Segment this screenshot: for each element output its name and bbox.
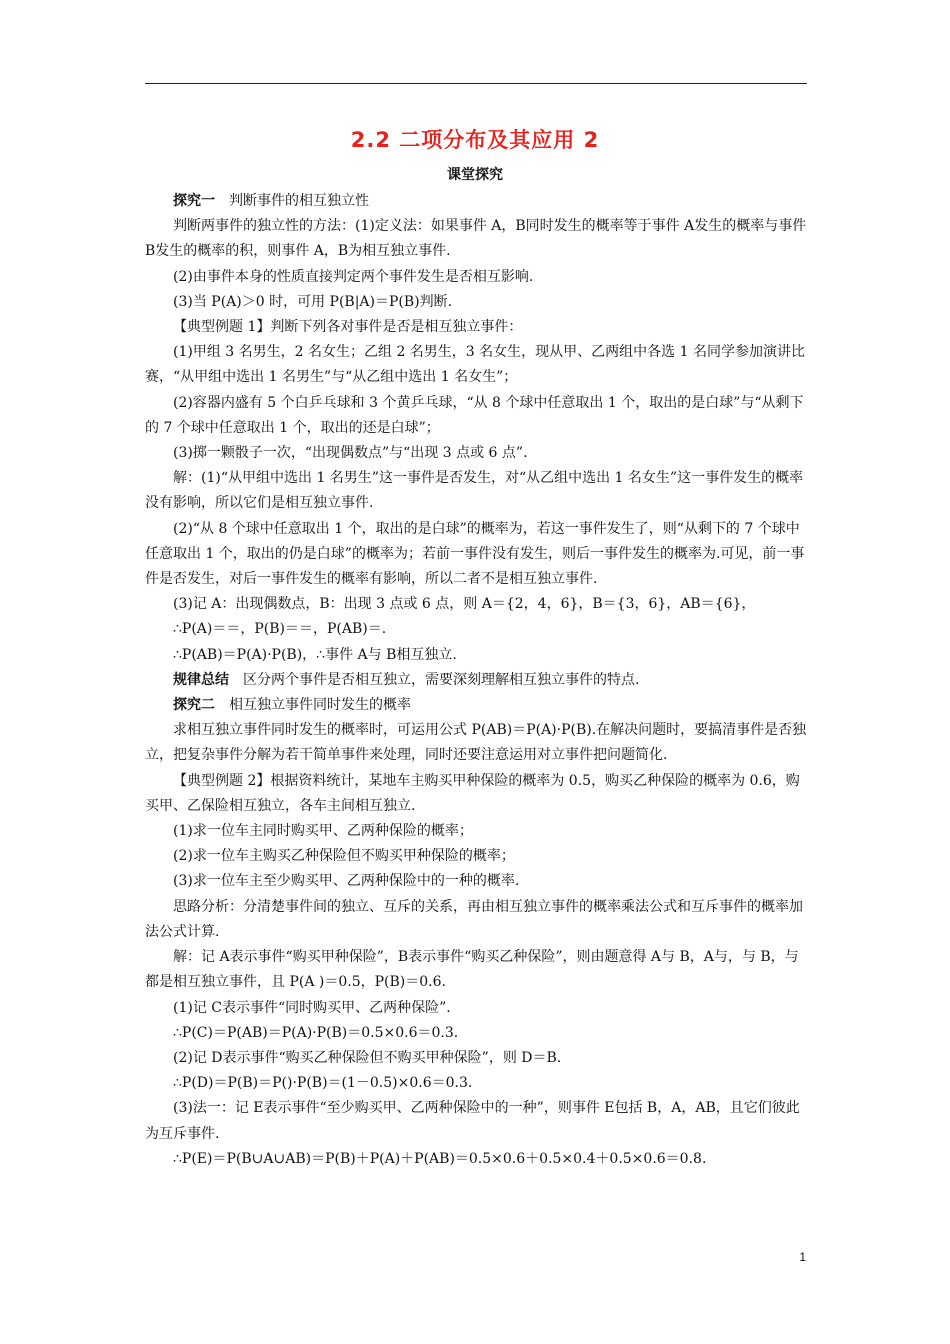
paragraph: (3)求一位车主至少购买甲、乙两种保险中的一种的概率. [173, 873, 520, 890]
paragraph: 求相互独立事件同时发生的概率时，可运用公式 P(AB)＝P(A)·P(B).在解决问题时，要搞清事件是否独立，把复杂事件分解为若干简单事件来处理，同时还要注意运用对立事件把问题简化. [145, 722, 807, 764]
paragraph: 解：(1)“从甲组中选出 1 名男生”这一事件是否发生，对“从乙组中选出 1 名女生”这一事件发生的概率没有影响，所以它们是相互独立事件. [145, 470, 804, 512]
example2-heading: 【典型例题 2】根据资料统计，某地车主购买甲种保险的概率为 0.5，购买乙种保险的概率为 0.6，购买甲、乙保险相互独立，各车主间相互独立. [145, 772, 800, 814]
formula-line: ∴P(E)＝P(B∪A∪AB)＝P(B)＋P(A)＋P(AB)＝0.5×0.6＋0.5×0.4＋0.5×0.6＝0.8. [173, 1150, 707, 1167]
summary-line [145, 668, 807, 693]
explore2-title: 相互独立事件同时发生的概率 [215, 697, 411, 714]
explore1-label: 探究一 [173, 193, 215, 209]
header-rule [145, 83, 807, 84]
paragraph: (3)当 P(A)＞0 时，可用 P(B|A)＝P(B)判断. [173, 293, 453, 310]
paragraph: (2)求一位车主购买乙种保险但不购买甲种保险的概率； [173, 848, 515, 865]
paragraph: 判断两事件的独立性的方法：(1)定义法：如果事件 A，B同时发生的概率等于事件 A发生的概率与事件 B发生的概率的积，则事件 A，B为相互独立事件. [145, 218, 811, 260]
summary-text: 区分两个事件是否相互独立，需要深刻理解相互独立事件的特点. [229, 671, 640, 688]
paragraph: (3)法一：记 E表示事件“至少购买甲、乙两种保险中的一种”，则事件 E包括 B，A，AB，且它们彼此为互斥事件. [145, 1100, 800, 1142]
paragraph: (2)记 D表示事件“购买乙种保险但不购买甲种保险”，则 D＝B. [173, 1049, 562, 1066]
formula-line: ∴P(AB)＝P(A)·P(B)，∴事件 A与 B相互独立. [173, 646, 457, 663]
explore1-title: 判断事件的相互独立性 [215, 193, 369, 209]
summary-label: 规律总结 [173, 671, 229, 688]
explore2-label: 探究二 [173, 697, 215, 714]
paragraph: (2)由事件本身的性质直接判定两个事件发生是否相互影响. [173, 268, 534, 285]
formula-line: ∴P(A)＝＝，P(B)＝＝，P(AB)＝. [173, 621, 387, 638]
section-heading: 课堂探究 [447, 167, 503, 183]
paragraph: (3)记 A：出现偶数点，B：出现 3 点或 6 点，则 A＝{2，4，6}，B＝{3，6}，AB＝{6}， [173, 596, 756, 613]
paragraph: (3)掷一颗骰子一次，“出现偶数点”与“出现 3 点或 6 点”. [173, 445, 528, 462]
formula-line: ∴P(C)＝P(AB)＝P(A)·P(B)＝0.5×0.6＝0.3. [173, 1024, 459, 1041]
paragraph: (2)“从 8 个球中任意取出 1 个，取出的是白球”的概率为，若这一事件发生了，则“从剩下的 7 个球中任意取出 1 个，取出的仍是白球”的概率为；若前一事件没有发生，则后一事件发生的概率为.可见，前一事件是否发生，对后一事件发生的概率有影响，所以二者不是相互独立事件. [145, 520, 805, 588]
document-body [145, 189, 811, 1172]
paragraph: (1)记 C表示事件“同时购买甲、乙两种保险”. [173, 999, 451, 1016]
paragraph: (1)甲组 3 名男生，2 名女生；乙组 2 名男生，3 名女生，现从甲、乙两组中各选 1 名同学参加演讲比赛，“从甲组中选出 1 名男生”与“从乙组中选出 1 名女生”； [145, 344, 805, 386]
page-number: 1 [799, 1250, 806, 1264]
paragraph: 解：记 A表示事件“购买甲种保险”，B表示事件“购买乙种保险”，则由题意得 A与 B，A与，与 B，与都是相互独立事件，且 P(A )＝0.5，P(B)＝0.6. [145, 949, 799, 991]
formula-line: ∴P(D)＝P(B)＝P()·P(B)＝(1－0.5)×0.6＝0.3. [173, 1075, 473, 1092]
paragraph: 思路分析：分清楚事件间的独立、互斥的关系，再由相互独立事件的概率乘法公式和互斥事件的概率加法公式计算. [145, 898, 803, 940]
paragraph: (1)求一位车主同时购买甲、乙两种保险的概率； [173, 823, 473, 840]
example1-heading: 【典型例题 1】判断下列各对事件是否是相互独立事件： [173, 319, 523, 336]
explore1-heading-line [145, 189, 807, 214]
explore2-heading-line [145, 693, 807, 718]
page-title: 2.2 二项分布及其应用 2 [350, 128, 600, 152]
paragraph: (2)容器内盛有 5 个白乒乓球和 3 个黄乒乓球，“从 8 个球中任意取出 1 个，取出的是白球”与“从剩下的 7 个球中任意取出 1 个，取出的还是白球”； [145, 394, 804, 436]
